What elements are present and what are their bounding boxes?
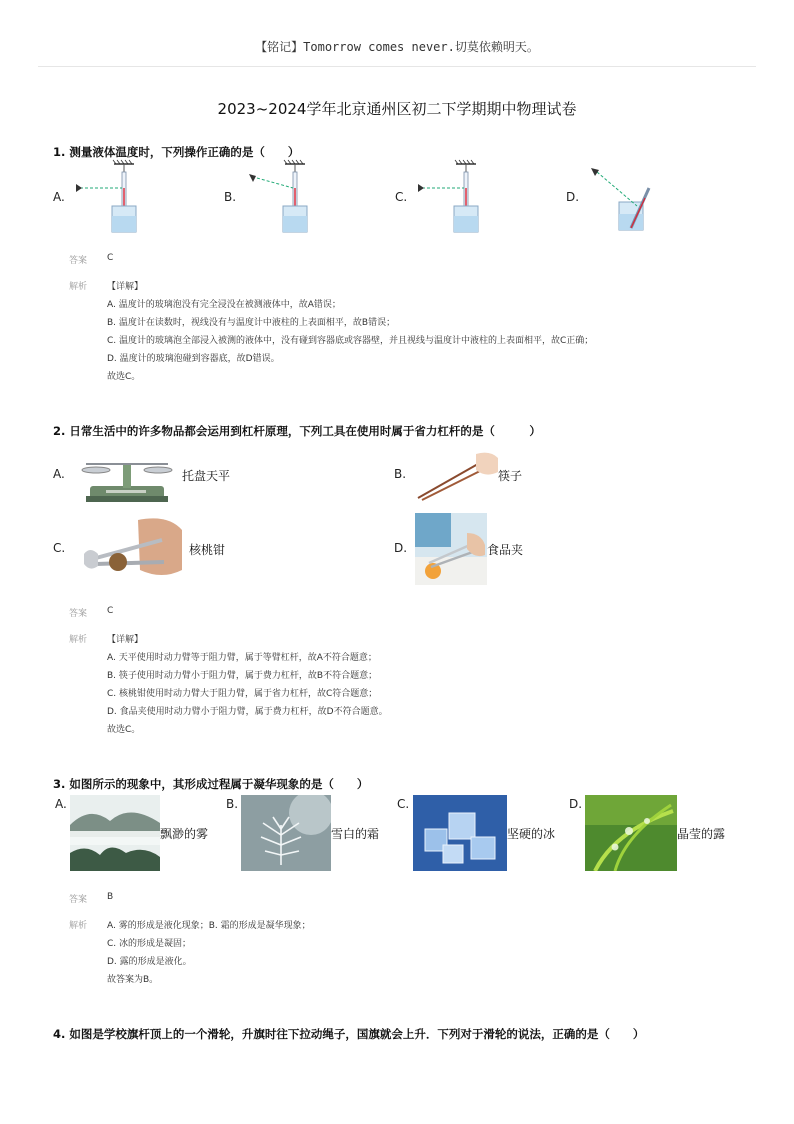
- q2-label-b: 筷子: [498, 469, 523, 483]
- q3-analysis-line: C. 冰的形成是凝固；: [107, 939, 192, 949]
- q1-analysis-line: C. 温度计的玻璃泡全部浸入被测的液体中，没有碰到容器底或容器壁，并且视线与温度计中液柱的上表面相平，故C正确；: [107, 336, 594, 346]
- q1-option-b: B.: [224, 190, 237, 204]
- q3-label-b: 雪白的霜: [331, 827, 380, 841]
- q3-option-c: C.: [397, 797, 410, 811]
- q2-analysis-line: C. 核桃钳使用时动力臂大于阻力臂，属于省力杠杆，故C符合题意；: [107, 689, 378, 699]
- q3-label-a: 飘渺的雾: [160, 827, 209, 841]
- q3-answer: B: [107, 892, 114, 902]
- q1-figure-a: [72, 158, 162, 236]
- dew-image: [585, 795, 677, 871]
- q1-figure-d: [585, 158, 675, 236]
- q3-option-a: A.: [55, 797, 67, 811]
- q1-analysis-line: 【详解】: [107, 282, 144, 292]
- q3-option-d: D.: [569, 797, 583, 811]
- q2-option-a: A.: [53, 467, 65, 481]
- q1-option-a: A.: [53, 190, 65, 204]
- q3-stem: 3. 如图所示的现象中，其形成过程属于凝华现象的是（ ）: [53, 777, 369, 791]
- q4-stem: 4. 如图是学校旗杆顶上的一个滑轮，升旗时往下拉动绳子，国旗就会上升．下列对于滑轮的说法，正确的是（ ）: [53, 1027, 645, 1041]
- q1-answer: C: [107, 253, 114, 263]
- q3-analysis-key: 解析: [69, 921, 88, 931]
- q1-figure-b: [243, 158, 333, 236]
- q2-label-d: 食品夹: [487, 543, 524, 557]
- q2-analysis-key: 解析: [69, 635, 88, 645]
- q2-analysis-line: 故选C。: [107, 725, 141, 735]
- q1-option-c: C.: [395, 190, 408, 204]
- q2-label-a: 托盘天平: [182, 469, 231, 483]
- q2-option-d: D.: [394, 541, 408, 555]
- page-motto: 【铭记】Tomorrow comes never.切莫依赖明天。: [255, 40, 539, 54]
- q1-analysis-key: 解析: [69, 282, 88, 292]
- q3-option-b: B.: [226, 797, 239, 811]
- chopsticks-image: [414, 446, 500, 502]
- q3-analysis-line: 故答案为B。: [107, 975, 159, 985]
- fog-image: [70, 795, 160, 871]
- page-title: 2023~2024学年北京通州区初二下学期期中物理试卷: [217, 100, 577, 118]
- q2-analysis-line: 【详解】: [107, 635, 144, 645]
- q1-option-d: D.: [566, 190, 580, 204]
- q1-answer-key: 答案: [69, 256, 88, 266]
- frost-image: [241, 795, 331, 871]
- q2-analysis-line: D. 食品夹使用时动力臂小于阻力臂，属于费力杠杆，故D不符合题意。: [107, 707, 388, 717]
- nutcracker-image: [76, 514, 188, 582]
- q1-stem: 1. 测量液体温度时，下列操作正确的是（ ）: [53, 145, 300, 159]
- q2-stem: 2. 日常生活中的许多物品都会运用到杠杆原理，下列工具在使用时属于省力杠杆的是（ ）: [53, 424, 541, 438]
- q3-analysis-line: D. 露的形成是液化。: [107, 957, 192, 967]
- q3-label-c: 坚硬的冰: [507, 827, 556, 841]
- q1-analysis-line: 故选C。: [107, 372, 141, 382]
- header-divider: [38, 66, 756, 67]
- q2-option-c: C.: [53, 541, 66, 555]
- q3-label-d: 晶莹的露: [677, 827, 726, 841]
- q1-analysis-line: D. 温度计的玻璃泡碰到容器底，故D错误。: [107, 354, 280, 364]
- q1-analysis-line: B. 温度计在读数时，视线没有与温度计中液柱的上表面相平，故B错误；: [107, 318, 396, 328]
- balance-scale-image: [76, 444, 178, 504]
- q3-answer-key: 答案: [69, 895, 88, 905]
- ice-image: [413, 795, 507, 871]
- q2-answer-key: 答案: [69, 609, 88, 619]
- q2-analysis-line: A. 天平使用时动力臂等于阻力臂，属于等臂杠杆，故A不符合题意；: [107, 653, 377, 663]
- q2-answer: C: [107, 606, 114, 616]
- q2-label-c: 核桃钳: [189, 543, 226, 557]
- q2-analysis-line: B. 筷子使用时动力臂小于阻力臂，属于费力杠杆，故B不符合题意；: [107, 671, 378, 681]
- q3-analysis-line: A. 雾的形成是液化现象；B. 霜的形成是凝华现象；: [107, 921, 311, 931]
- q1-analysis-line: A. 温度计的玻璃泡没有完全浸没在被测液体中，故A错误；: [107, 300, 341, 310]
- food-tongs-image: [415, 513, 487, 585]
- q1-figure-c: [414, 158, 504, 236]
- q2-option-b: B.: [394, 467, 407, 481]
